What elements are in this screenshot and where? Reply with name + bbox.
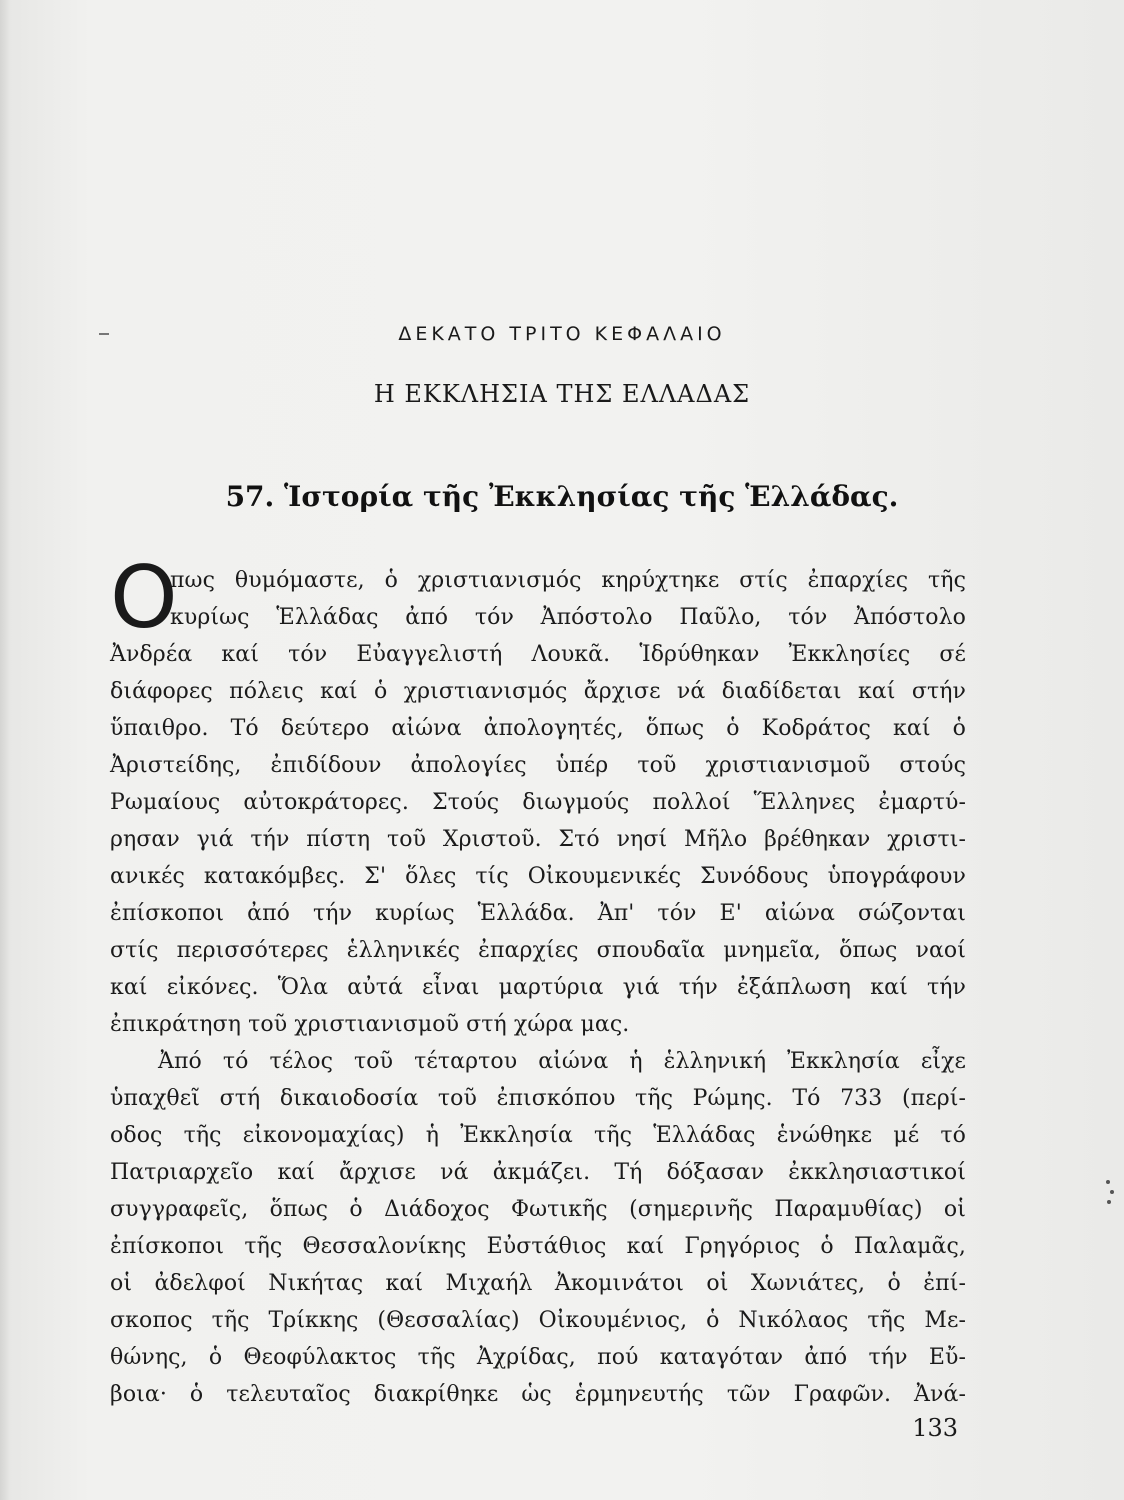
text-line: ἐπίσκοποι τῆς Θεσσαλονίκης Εὐστάθιος καί Γρηγόριος ὁ Παλαμᾶς,	[110, 1234, 966, 1259]
text-line: οἱ ἀδελφοί Νικήτας καί Μιχαήλ Ἀκομινάτοι οἱ Χωνιάτες, ὁ ἐπί-	[110, 1271, 966, 1296]
text-line: ανικές κατακόμβες. Σ' ὅλες τίς Οἰκουμενικές Συνόδους ὑπογράφουν	[110, 864, 966, 889]
text-line: στίς περισσότερες ἑλληνικές ἐπαρχίες σπουδαῖα μνημεῖα, ὅπως ναοί	[110, 938, 966, 963]
text-line: συγγραφεῖς, ὅπως ὁ Διάδοχος Φωτικῆς (σημερινῆς Παραμυθίας) οἱ	[110, 1197, 966, 1222]
text-line: Ρωμαίους αὐτοκράτορες. Στούς διωγμούς πολλοί Ἕλληνες ἐμαρτύ-	[110, 790, 966, 815]
first-paragraph-opening	[110, 548, 966, 648]
chapter-label: ΔΕΚΑΤΟ ΤΡΙΤΟ ΚΕΦΑΛΑΙΟ	[398, 323, 726, 345]
text-line: Ἀνδρέα καί τόν Εὐαγγελιστή Λουκᾶ. Ἱδρύθηκαν Ἐκκλησίες σέ	[110, 642, 966, 667]
text-line: Ἀπό τό τέλος τοῦ τέταρτου αἰώνα ἡ ἑλληνική Ἐκκλησία εἶχε	[158, 1049, 966, 1074]
page-number: 133	[912, 1414, 958, 1442]
text-line: καί εἰκόνες. Ὅλα αὐτά εἶναι μαρτύρια γιά τήν ἐξάπλωση καί τήν	[110, 975, 966, 1000]
text-line: ὕπαιθρο. Τό δεύτερο αἰώνα ἀπολογητές, ὅπως ὁ Κοδράτος καί ὁ	[110, 716, 966, 741]
section-heading: 57. Ἱστορία τῆς Ἐκκλησίας τῆς Ἑλλάδας.	[225, 480, 899, 513]
text-line: σκοπος τῆς Τρίκκης (Θεσσαλίας) Οἰκουμένιος, ὁ Νικόλαος τῆς Με-	[110, 1308, 966, 1333]
scan-edge-shadow	[0, 0, 10, 1500]
text-line: βοια· ὁ τελευταῖος διακρίθηκε ὡς ἑρμηνευτής τῶν Γραφῶν. Ἀνά-	[110, 1382, 966, 1407]
body-text	[110, 548, 966, 1413]
text-line: πως θυμόμαστε, ὁ χριστιανισμός κηρύχτηκε στίς ἐπαρχίες τῆς	[170, 568, 966, 593]
chapter-title: Η ΕΚΚΛΗΣΙΑ ΤΗΣ ΕΛΛΑΔΑΣ	[373, 380, 751, 408]
text-line: οδος τῆς εἰκονομαχίας) ἡ Ἐκκλησία τῆς Ἑλλάδας ἑνώθηκε μέ τό	[110, 1123, 966, 1148]
text-line: θώνης, ὁ Θεοφύλακτος τῆς Ἀχρίδας, πού καταγόταν ἀπό τήν Εὔ-	[110, 1345, 966, 1370]
speck	[1106, 1180, 1110, 1184]
text-line: διάφορες πόλεις καί ὁ χριστιανισμός ἄρχισε νά διαδίδεται καί στήν	[110, 679, 966, 704]
speck	[1107, 1200, 1111, 1204]
text-line: κυρίως Ἑλλάδας ἀπό τόν Ἀπόστολο Παῦλο, τόν Ἀπόστολο	[170, 605, 966, 630]
text-line: ρησαν γιά τήν πίστη τοῦ Χριστοῦ. Στό νησί Μῆλο βρέθηκαν χριστι-	[110, 827, 966, 852]
text-line: Ἀριστείδης, ἐπιδίδουν ἀπολογίες ὑπέρ τοῦ χριστιανισμοῦ στούς	[110, 753, 966, 778]
text-line: ἐπίσκοποι ἀπό τήν κυρίως Ἑλλάδα. Ἀπ' τόν Ε' αἰώνα σώζονται	[110, 901, 966, 926]
drop-cap: Ο	[110, 548, 178, 648]
text-line: Πατριαρχεῖο καί ἄρχισε νά ἀκμάζει. Τή δόξασαν ἐκκλησιαστικοί	[110, 1160, 966, 1185]
scan-specks	[1104, 1180, 1116, 1210]
text-line: ἐπικράτηση τοῦ χριστιανισμοῦ στή χώρα μας.	[110, 1012, 630, 1037]
text-line: ὑπαχθεῖ στή δικαιοδοσία τοῦ ἐπισκόπου τῆς Ρώμης. Τό 733 (περί-	[110, 1086, 966, 1111]
speck	[1110, 1190, 1114, 1194]
